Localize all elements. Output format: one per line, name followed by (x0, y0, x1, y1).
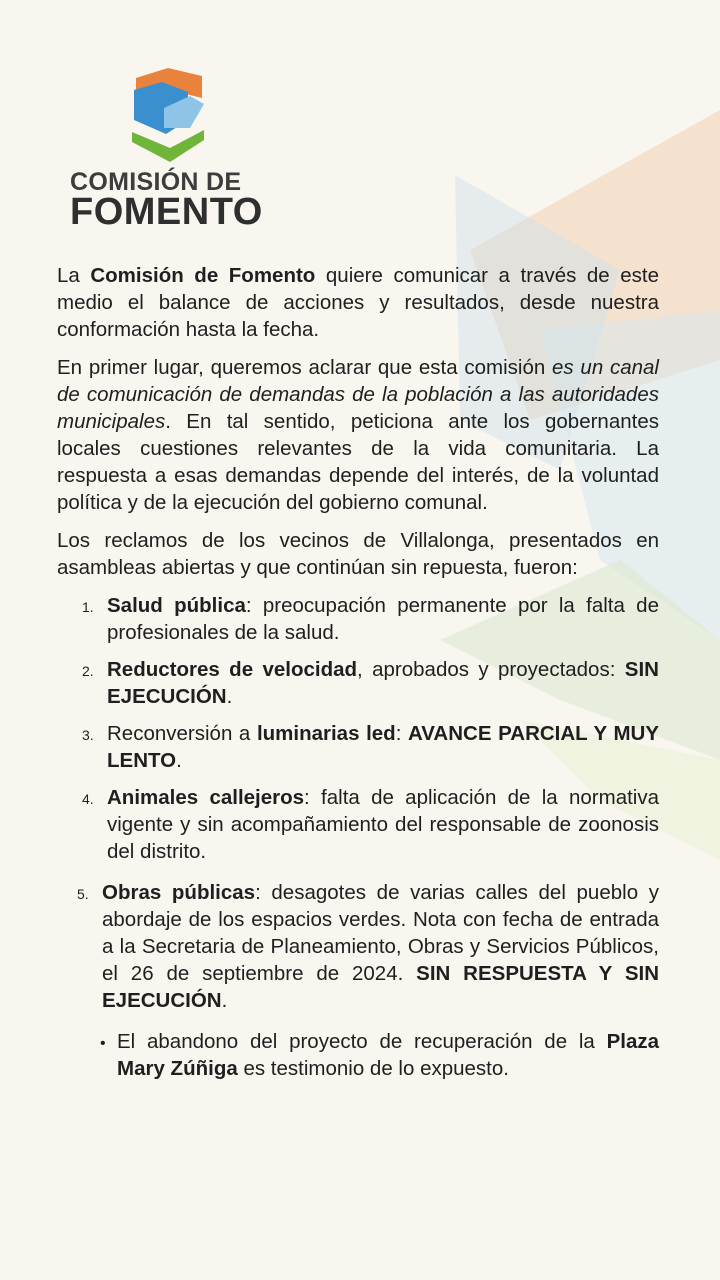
list-item-number: 5. (77, 886, 89, 902)
item-title: luminarias led (256, 722, 396, 745)
item-text: : preocupación permanente por la falta de profesionales de la salud. (107, 594, 659, 644)
bullet-icon: • (100, 1035, 106, 1052)
item-status: SIN EJECUCIÓN (107, 658, 659, 708)
claims-intro-paragraph: Los reclamos de los vecinos de Villalonga, presentados en asambleas abiertas y que continúan sin repuesta, fueron: (57, 529, 659, 579)
intro-text-a: La (57, 264, 91, 287)
list-item-number: 2. (82, 663, 94, 679)
list-item (57, 656, 659, 710)
item-title: Reductores de velocidad (107, 658, 358, 681)
testimony-bullet (57, 1028, 659, 1082)
list-item (57, 879, 659, 1014)
logo-text-line2: FOMENTO (70, 191, 263, 233)
item-period: . (221, 989, 228, 1012)
item-period: . (176, 749, 182, 772)
item-title: Animales callejeros (107, 786, 305, 809)
intro-text-c: quiere comunicar a través de este medio el balance de acciones y resultados, desde nuestra conformación hasta la fecha. (57, 264, 660, 341)
list-item (57, 784, 659, 865)
item-text: Reconversión a (107, 722, 257, 745)
item-status: SIN RESPUESTA Y SIN EJECUCIÓN (102, 962, 659, 1012)
item-text-sep: : (395, 722, 408, 745)
bullet-text-c: es testimonio de lo expuesto. (237, 1057, 509, 1080)
item-text: : falta de aplicación de la normativa vigente y sin acompañamiento del responsable de zoonosis del distrito. (107, 786, 660, 863)
item-text: : desagotes de varias calles del pueblo y abordaje de los espacios verdes. Nota con fecha de entrada a la Secretaria de Planeamiento, Obras y Servicios Públicos, el 26 de septiembre de 2024. (102, 881, 659, 985)
intro-paragraph (57, 262, 659, 343)
list-item-number: 1. (82, 599, 94, 615)
communique-body (57, 262, 659, 1082)
list-item-number: 4. (82, 791, 94, 807)
list-item-number: 3. (82, 727, 94, 743)
item-title: Obras públicas (102, 881, 256, 904)
clarification-paragraph (57, 354, 659, 516)
bullet-place-name: Plaza Mary Zúñiga (117, 1030, 659, 1080)
clarification-text-c: . En tal sentido, peticiona ante los gobernantes locales cuestiones relevantes de la vida comunitaria. La respuesta a esas demandas depende del interés, de la voluntad política y de la ejecución del gobierno comunal. (57, 410, 659, 514)
item-text: , aprobados y proyectados: (357, 658, 625, 681)
bullet-text-a: El abandono del proyecto de recuperación de la (117, 1030, 607, 1053)
item-period: . (226, 685, 233, 708)
clarification-text-a: En primer lugar, queremos aclarar que esta comisión (57, 356, 553, 379)
item-title: Salud pública (107, 594, 246, 617)
list-item (57, 720, 659, 774)
clarification-emphasis: es un canal de comunicación de demandas de la población a las autoridades municipales (57, 356, 659, 433)
intro-org-name: Comisión de Fomento (90, 264, 316, 287)
handshake-logo-icon (130, 68, 210, 163)
logo-text-line1: COMISIÓN DE (70, 168, 242, 196)
list-item (57, 592, 659, 646)
claims-list (57, 592, 659, 1014)
organization-logo (70, 68, 270, 233)
item-status: AVANCE PARCIAL Y MUY LENTO (107, 722, 660, 772)
